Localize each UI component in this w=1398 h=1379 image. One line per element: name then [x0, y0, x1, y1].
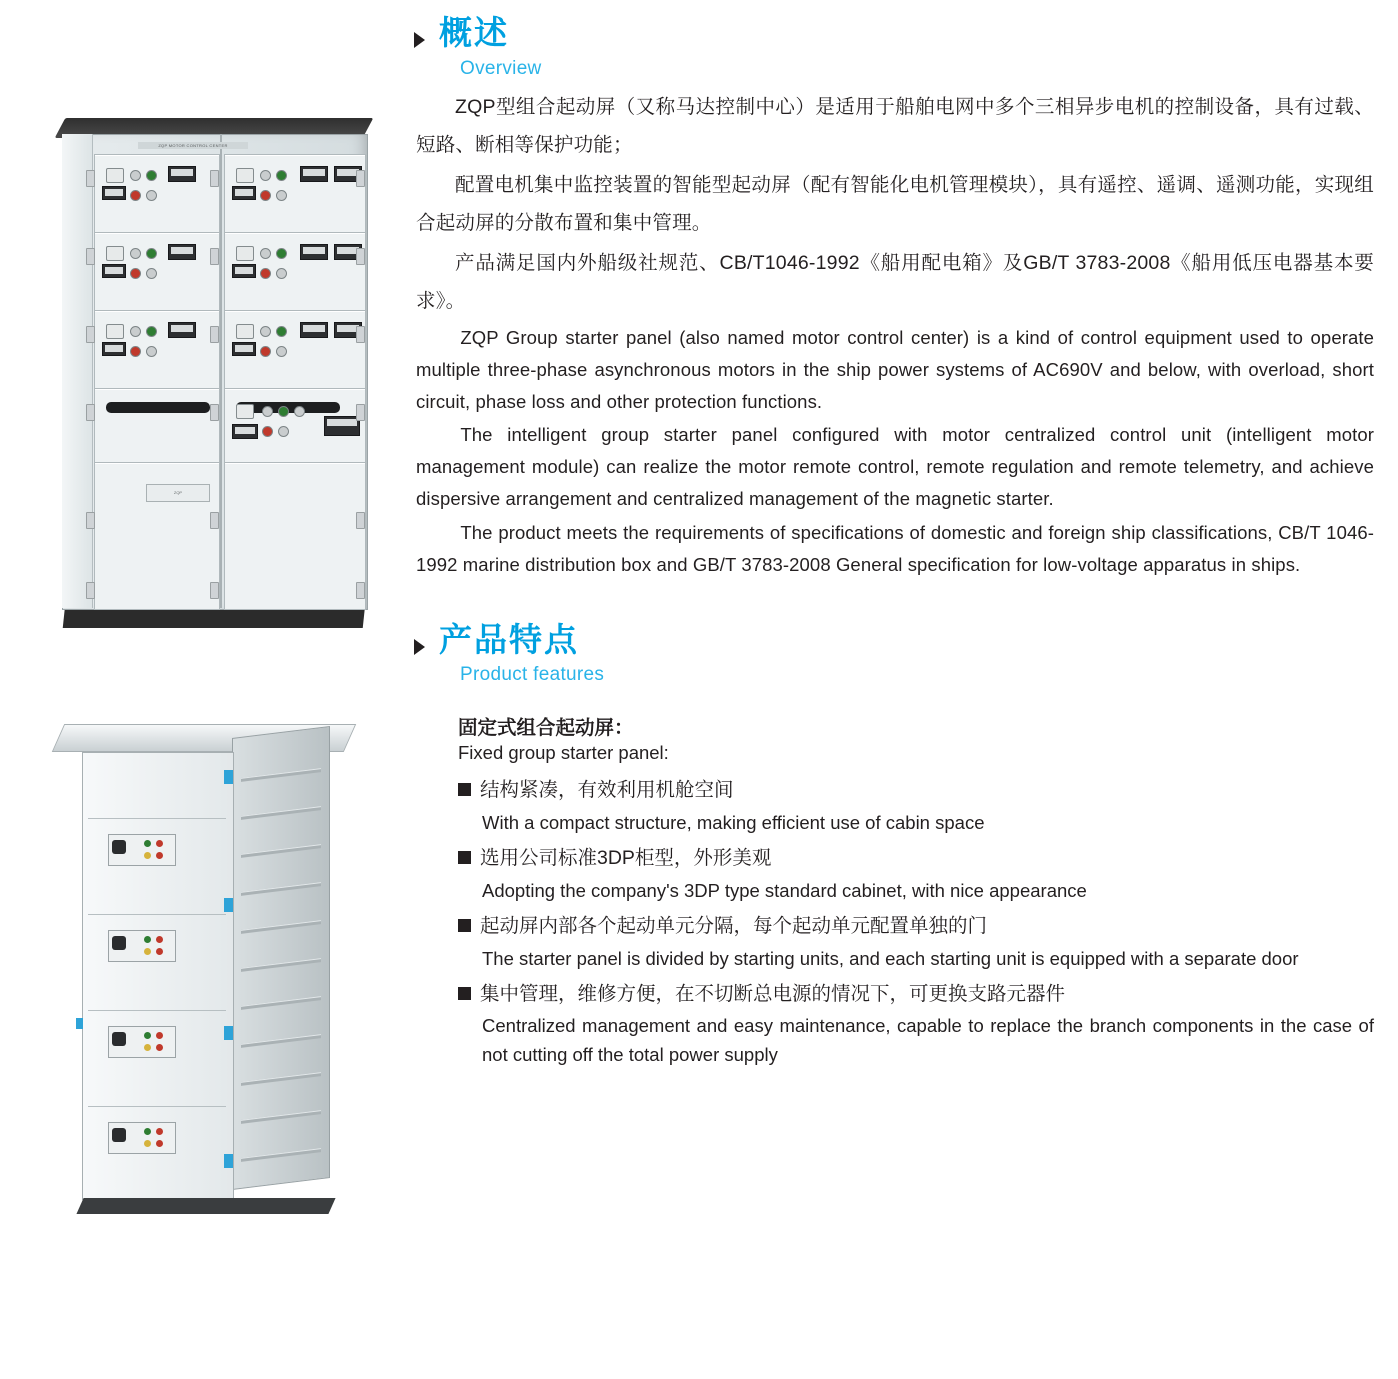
door-hinge	[86, 326, 95, 343]
feature-text-cn-row	[458, 844, 1374, 873]
figure-group-starter-panel-front	[38, 112, 378, 642]
starter-unit-door	[94, 388, 220, 464]
rotary-switch	[112, 840, 126, 854]
rotary-switch	[112, 936, 126, 950]
feature-label-cn: 起动屏内部各个起动单元分隔，每个起动单元配置单独的门	[480, 915, 988, 938]
door-hinge	[210, 326, 219, 343]
meter	[102, 186, 126, 200]
rotary-switch	[112, 1032, 126, 1046]
selector-switch	[236, 168, 254, 183]
indicator-lamp	[146, 268, 157, 279]
feature-text-cn-row	[458, 776, 1374, 805]
door-hinge	[356, 170, 365, 187]
indicator-lamp	[156, 840, 163, 847]
cabinet-left-rail	[62, 134, 93, 608]
cabinet-side-panel	[232, 726, 330, 1190]
illustration-column	[0, 0, 400, 1379]
starter-unit-door	[88, 818, 226, 915]
start-button	[276, 170, 287, 181]
indicator-lamp	[144, 948, 151, 955]
overview-paragraph-en: The intelligent group starter panel configured with motor centralized control unit (intelligent motor management module) can realize the motor remote control, remote regulation and remote telemetry, and achieve dispersive arrangement and centralized management of the magnetic starter.	[416, 424, 1374, 510]
start-button	[278, 406, 289, 417]
features-subtitle-en: Fixed group starter panel:	[458, 742, 669, 764]
ventilation-louver	[241, 806, 321, 820]
ventilation-louver	[241, 958, 321, 972]
ventilation-louver	[241, 1072, 321, 1086]
content-column	[414, 0, 1374, 1379]
ammeter	[300, 244, 328, 260]
cabinet-caption-strip: ZQP MOTOR CONTROL CENTER	[138, 142, 248, 149]
indicator-lamp	[144, 1140, 151, 1147]
indicator-lamp	[294, 406, 305, 417]
indicator-lamp	[276, 346, 287, 357]
meter	[102, 264, 126, 278]
door-hinge	[86, 170, 95, 187]
feature-label-en: The starter panel is divided by starting units, and each starting unit is equipped with a separate door	[482, 947, 1299, 969]
lower-compartment-door	[224, 462, 366, 610]
section-title-en: Overview	[460, 57, 542, 79]
list-item	[414, 912, 1374, 973]
rotary-switch	[112, 1128, 126, 1142]
indicator-lamp	[156, 1044, 163, 1051]
indicator-lamp	[144, 852, 151, 859]
meter	[232, 342, 256, 356]
door-latch[interactable]	[224, 1026, 233, 1040]
starter-unit-door	[88, 1010, 226, 1107]
start-button	[276, 326, 287, 337]
stop-button	[130, 268, 141, 279]
feature-label-en: With a compact structure, making efficient use of cabin space	[482, 811, 985, 833]
ammeter	[168, 244, 196, 260]
feature-label-cn: 结构紧凑，有效利用机舱空间	[480, 779, 734, 802]
selector-switch	[106, 246, 124, 261]
door-handle-bar[interactable]	[106, 402, 210, 413]
ventilation-louver	[241, 1148, 321, 1162]
cabinet-plinth	[76, 1198, 335, 1214]
door-latch[interactable]	[224, 1154, 233, 1168]
selector-switch	[236, 246, 254, 261]
door-hinge	[210, 404, 219, 421]
door-hinge	[356, 512, 365, 529]
figure-group-starter-panel-perspective	[52, 718, 382, 1238]
feature-label-cn: 集中管理，维修方便，在不切断总电源的情况下，可更换支路元器件	[480, 983, 1066, 1006]
stop-button	[260, 190, 271, 201]
indicator-lamp	[144, 1044, 151, 1051]
ammeter	[168, 166, 196, 182]
stop-button	[130, 346, 141, 357]
indicator-lamp	[276, 268, 287, 279]
stop-button	[260, 346, 271, 357]
features-list	[414, 776, 1374, 1069]
overview-paragraph-en: ZQP Group starter panel (also named motor control center) is a kind of control equipment used to operate multiple three-phase asynchronous motors in the ship power systems of AC690V and below, with overload, short circuit, phase loss and other protection functions.	[416, 327, 1374, 412]
ventilation-louver	[241, 768, 321, 782]
indicator-lamp	[156, 948, 163, 955]
door-latch[interactable]	[224, 770, 233, 784]
indicator-lamp	[144, 1128, 151, 1135]
feature-text-cn-row	[458, 912, 1374, 941]
feature-label-en: Adopting the company's 3DP type standard cabinet, with nice appearance	[482, 879, 1087, 901]
indicator-lamp	[130, 170, 141, 181]
cabinet-nameplate: ZQP	[146, 484, 210, 502]
list-item	[414, 980, 1374, 1070]
selector-switch	[236, 404, 254, 419]
ventilation-louver	[241, 1110, 321, 1124]
indicator-lamp	[260, 326, 271, 337]
cabinet-column-divider	[220, 134, 222, 608]
door-hinge	[356, 248, 365, 265]
selector-switch	[106, 324, 124, 339]
starter-unit-door	[88, 1106, 226, 1203]
door-hinge	[356, 326, 365, 343]
door-hinge	[356, 404, 365, 421]
overview-paragraph-cn: 产品满足国内外船级社规范、CB/T1046-1992《船用配电箱》及GB/T 3783-2008《船用低压电器基本要求》。	[416, 252, 1374, 313]
feature-text-cn-row	[458, 980, 1374, 1009]
section-header-overview	[414, 14, 1374, 52]
indicator-lamp	[146, 190, 157, 201]
meter	[232, 186, 256, 200]
overview-paragraph-cn: 配置电机集中监控装置的智能型起动屏（配有智能化电机管理模块），具有遥控、遥调、遥测功能，实现组合起动屏的分散布置和集中管理。	[416, 173, 1374, 234]
ammeter	[300, 166, 328, 182]
indicator-lamp	[130, 326, 141, 337]
square-bullet-icon	[458, 851, 471, 864]
selector-switch	[236, 324, 254, 339]
list-item	[414, 776, 1374, 837]
triangle-bullet-icon	[414, 639, 425, 655]
overview-body	[416, 88, 1374, 581]
indicator-lamp	[144, 936, 151, 943]
ammeter	[168, 322, 196, 338]
stop-button	[130, 190, 141, 201]
section-title-cn: 概述	[439, 14, 509, 51]
list-item	[414, 844, 1374, 905]
door-hinge	[86, 248, 95, 265]
features-subtitle-cn: 固定式组合起动屏：	[458, 717, 634, 740]
door-hinge	[210, 582, 219, 599]
ventilation-louver	[241, 1034, 321, 1048]
meter	[102, 342, 126, 356]
square-bullet-icon	[458, 919, 471, 932]
door-hinge	[210, 248, 219, 265]
overview-paragraph-en: The product meets the requirements of specifications of domestic and foreign ship classifications, CB/T 1046-1992 marine distribution box and GB/T 3783-2008 General specification for low-voltage apparatus in ships.	[416, 521, 1374, 575]
feature-label-en: Centralized management and easy maintenance, capable to replace the branch components in the case of not cutting off the total power supply	[482, 1015, 1374, 1066]
selector-switch	[106, 168, 124, 183]
ventilation-louver	[241, 920, 321, 934]
section-title-cn: 产品特点	[439, 620, 579, 658]
door-hinge	[210, 512, 219, 529]
starter-unit-door	[88, 914, 226, 1011]
indicator-lamp	[144, 1032, 151, 1039]
indicator-lamp	[144, 840, 151, 847]
section-title-en: Product features	[460, 664, 605, 686]
square-bullet-icon	[458, 783, 471, 796]
door-hinge	[86, 512, 95, 529]
indicator-lamp	[278, 426, 289, 437]
start-button	[276, 248, 287, 259]
feature-label-cn: 选用公司标准3DP柜型，外形美观	[480, 847, 772, 870]
indicator-lamp	[156, 1032, 163, 1039]
indicator-lamp	[156, 936, 163, 943]
door-hinge	[356, 582, 365, 599]
door-hinge	[86, 582, 95, 599]
indicator-lamp	[156, 852, 163, 859]
ammeter	[300, 322, 328, 338]
ventilation-louver	[241, 844, 321, 858]
stop-button	[262, 426, 273, 437]
door-hinge	[210, 170, 219, 187]
start-button	[146, 248, 157, 259]
door-hinge	[86, 404, 95, 421]
door-latch[interactable]	[224, 898, 233, 912]
ventilation-louver	[241, 882, 321, 896]
indicator-lamp	[260, 248, 271, 259]
meter	[232, 264, 256, 278]
indicator-lamp	[276, 190, 287, 201]
indicator-lamp	[260, 170, 271, 181]
overview-paragraph-cn: ZQP型组合起动屏（又称马达控制中心）是适用于船舶电网中多个三相异步电机的控制设备，具有过载、短路、断相等保护功能；	[416, 95, 1374, 156]
ammeter	[324, 416, 360, 436]
stop-button	[260, 268, 271, 279]
door-latch[interactable]	[76, 1018, 83, 1029]
section-header-features	[414, 621, 1374, 659]
indicator-lamp	[156, 1140, 163, 1147]
meter	[232, 424, 258, 439]
start-button	[146, 170, 157, 181]
square-bullet-icon	[458, 987, 471, 1000]
indicator-lamp	[130, 248, 141, 259]
indicator-lamp	[156, 1128, 163, 1135]
ventilation-louver	[241, 996, 321, 1010]
indicator-lamp	[146, 346, 157, 357]
start-button	[146, 326, 157, 337]
indicator-lamp	[262, 406, 273, 417]
triangle-bullet-icon	[414, 32, 425, 48]
